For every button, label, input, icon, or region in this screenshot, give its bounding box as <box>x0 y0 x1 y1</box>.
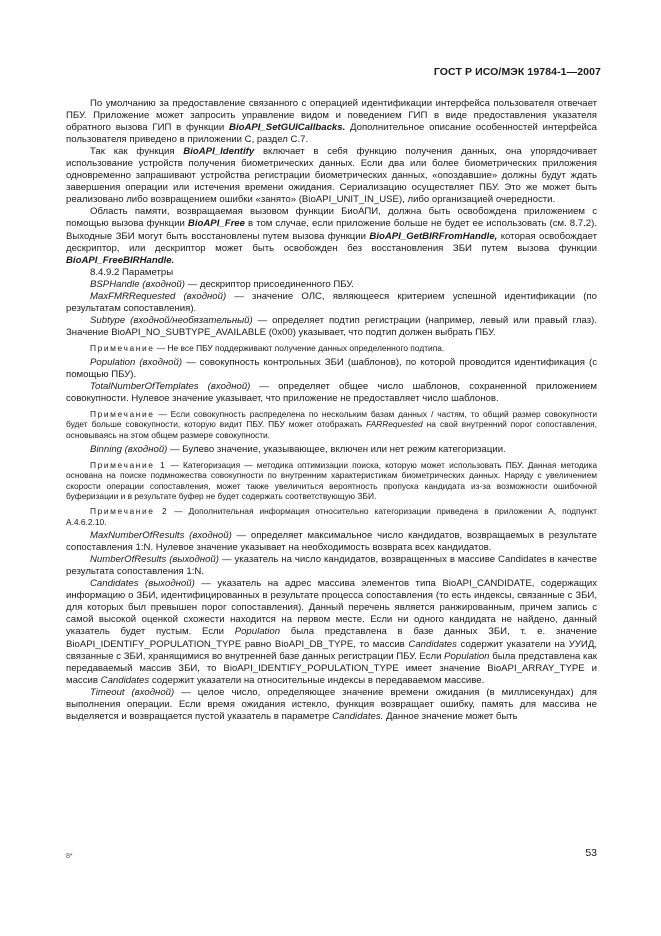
param-number-results: NumberOfResults (выходной) — указатель на число кандидатов, возвращенных в массиве Candidates в качестве результата сопоставления 1:N. <box>66 554 597 578</box>
function-name: BioAPI_GetBIRFromHandle, <box>369 230 498 242</box>
param-candidates: Candidates (выходной) — указатель на адрес массива элементов типа BioAPI_CANDIDATE, содержащих информацию о ЗБИ, идентифицированных в результате процесса сопоставления (то есть индексы, связанные с ЗБИ, для которых был превышен порог сопоставления). Данный перечень является ранжированным, причем запись с самой высокой оценкой схожести находится на первом месте. Если ни одного кандидата не найдено, данный указатель будет пустым. Если Population была представлена в базе данных ЗБИ, т. е. значение BioAPI_IDENTIFY_POPULATION_TYPE равно BioAPI_DB_TYPE, то массив Candidates содержит указатели на УУИД, связанные с ЗБИ, хранящимися во внутренней базе данных регистрации ПБУ. Если Population была представлена как передаваемый массив ЗБИ, то BioAPI_IDENTIFY_POPULATION_TYPE имеет значение BioAPI_ARRAY_TYPE и массив Candidates содержит указатели на относительные индексы в передаваемом массиве. <box>66 578 598 686</box>
paragraph-memory: Область памяти, возвращаемая вызовом функции БиоАПИ, должна быть освобождена приложением с помощью вызова функции BioAPI_Free в том случае, если приложение больше не будет ее использовать (см. 8.7.2). Выходные ЗБИ могут быть восстановлены путем вызова функции BioAPI_GetBIRFromHandle, которая освобождает дескриптор, или дескриптор может быть освобожден без восстановления ЗБИ путем вызова функции BioAPI_FreeBIRHandle. <box>66 206 597 266</box>
note-subtype: Примечание — Не все ПБУ поддерживают получение данных определенного подтипа. <box>90 342 445 353</box>
print-mark: 8* <box>66 853 73 860</box>
function-name: BioAPI_Identify <box>183 146 255 158</box>
note-population: Примечание — Если совокупность распределена по нескольким базам данных / частям, то общий размер совокупности будет больше совокупности, которую видит ПБУ. ПБУ может отображать FARRequested на свой внутренний порог сопоставления, основываясь на этом общем размере совокупности. <box>66 408 597 440</box>
param-population: Population (входной) — совокупность контрольных ЗБИ (шаблонов), по которой проводится идентификация (с помощью ПБУ). <box>66 356 597 380</box>
note-binning-2: Примечание 2 — Дополнительная информация относительно категоризации приведена в приложении А, подпункт А.4.6.2.10. <box>66 505 597 527</box>
param-max-results: MaxNumberOfResults (входной) — определяет максимальное число кандидатов, возвращаемых в результате сопоставления 1:N. Нулевое значение указывает на необходимость возврата всех кандидатов. <box>66 530 597 554</box>
function-name: BioAPI_FreeBIRHandle. <box>66 254 175 266</box>
param-total-templates: TotalNumberOfTemplates (входной) — определяет общее число шаблонов, сохраненной приложением совокупности. Нулевое значение указывает, что приложение не предоставляет число шаблонов. <box>66 380 597 404</box>
document-header: ГОСТ Р ИСО/МЭК 19784-1—2007 <box>433 66 601 78</box>
param-maxfmr: MaxFMRRequested (входной) — значение ОЛС, являющееся критерием успешной идентификации (по результатам сопоставления). <box>66 290 597 314</box>
note-binning-1: Примечание 1 — Категоризация — методика оптимизации поиска, которую может использовать ПБУ. Данная методика основана на поиске подмножества совокупности по внутренним характеристикам биометрических данных. Наряду с увеличением скорости операции сопоставления, может также увеличиться вероятность пропуска кандидата из-за возможности ошибочной буферизации и в результате буфер не будет содержать соответствующую ЗБИ. <box>66 459 597 502</box>
page-number: 53 <box>585 847 597 859</box>
page-body <box>66 98 597 723</box>
param-timeout: Timeout (входной) — целое число, определяющее значение времени ожидания (в миллисекундах) для выполнения операции. Если время ожидания истекло, функция возвращает ошибку, память для массива не выделяется и возвращается пустой указатель в параметре Candidates. Данное значение может быть <box>66 686 597 722</box>
paragraph-identify: Так как функция BioAPI_Identify включает в себя функцию получения данных, она упорядочивает использование устройств получения биометрических данных. Если два или более биометрических приложения одновременно запрашивают устройства регистрации биометрических данных, «опоздавшие» должны будут ждать завершения операции или истечения времени ожидания. Сериализацию осуществляет ПБУ. Это же может быть реализовано либо возвращением ошибки «занято» (BioAPI_UNIT_IN_USE), либо организацией очередности. <box>66 146 597 206</box>
param-subtype: Subtype (входной/необязательный) — определяет подтип регистрации (например, левый или правый глаз). Значение BioAPI_NO_SUBTYPE_AVAILABLE (0x00) указывает, что подтип должен выбрать ПБУ. <box>66 314 597 338</box>
function-name: BioAPI_Free <box>187 218 245 230</box>
param-binning: Binning (входной) — Булево значение, указывающее, включен или нет режим категоризации. <box>90 443 506 455</box>
function-name: BioAPI_SetGUICallbacks. <box>229 122 346 134</box>
section-heading: 8.4.9.2 Параметры <box>90 266 174 278</box>
paragraph-gui-default: По умолчанию за предоставление связанного с операцией идентификации интерфейса пользователя отвечает ПБУ. Приложение может запросить управление видом и поведением ГИП в виде предоставления указателя обратного вызова ГИП в функции BioAPI_SetGUICallbacks. Дополнительное описание особенностей интерфейса пользователя приведено в приложении С, раздел С.7. <box>66 98 597 146</box>
param-bsphandle: BSPHandle (входной) — дескриптор присоединенного ПБУ. <box>90 278 354 290</box>
